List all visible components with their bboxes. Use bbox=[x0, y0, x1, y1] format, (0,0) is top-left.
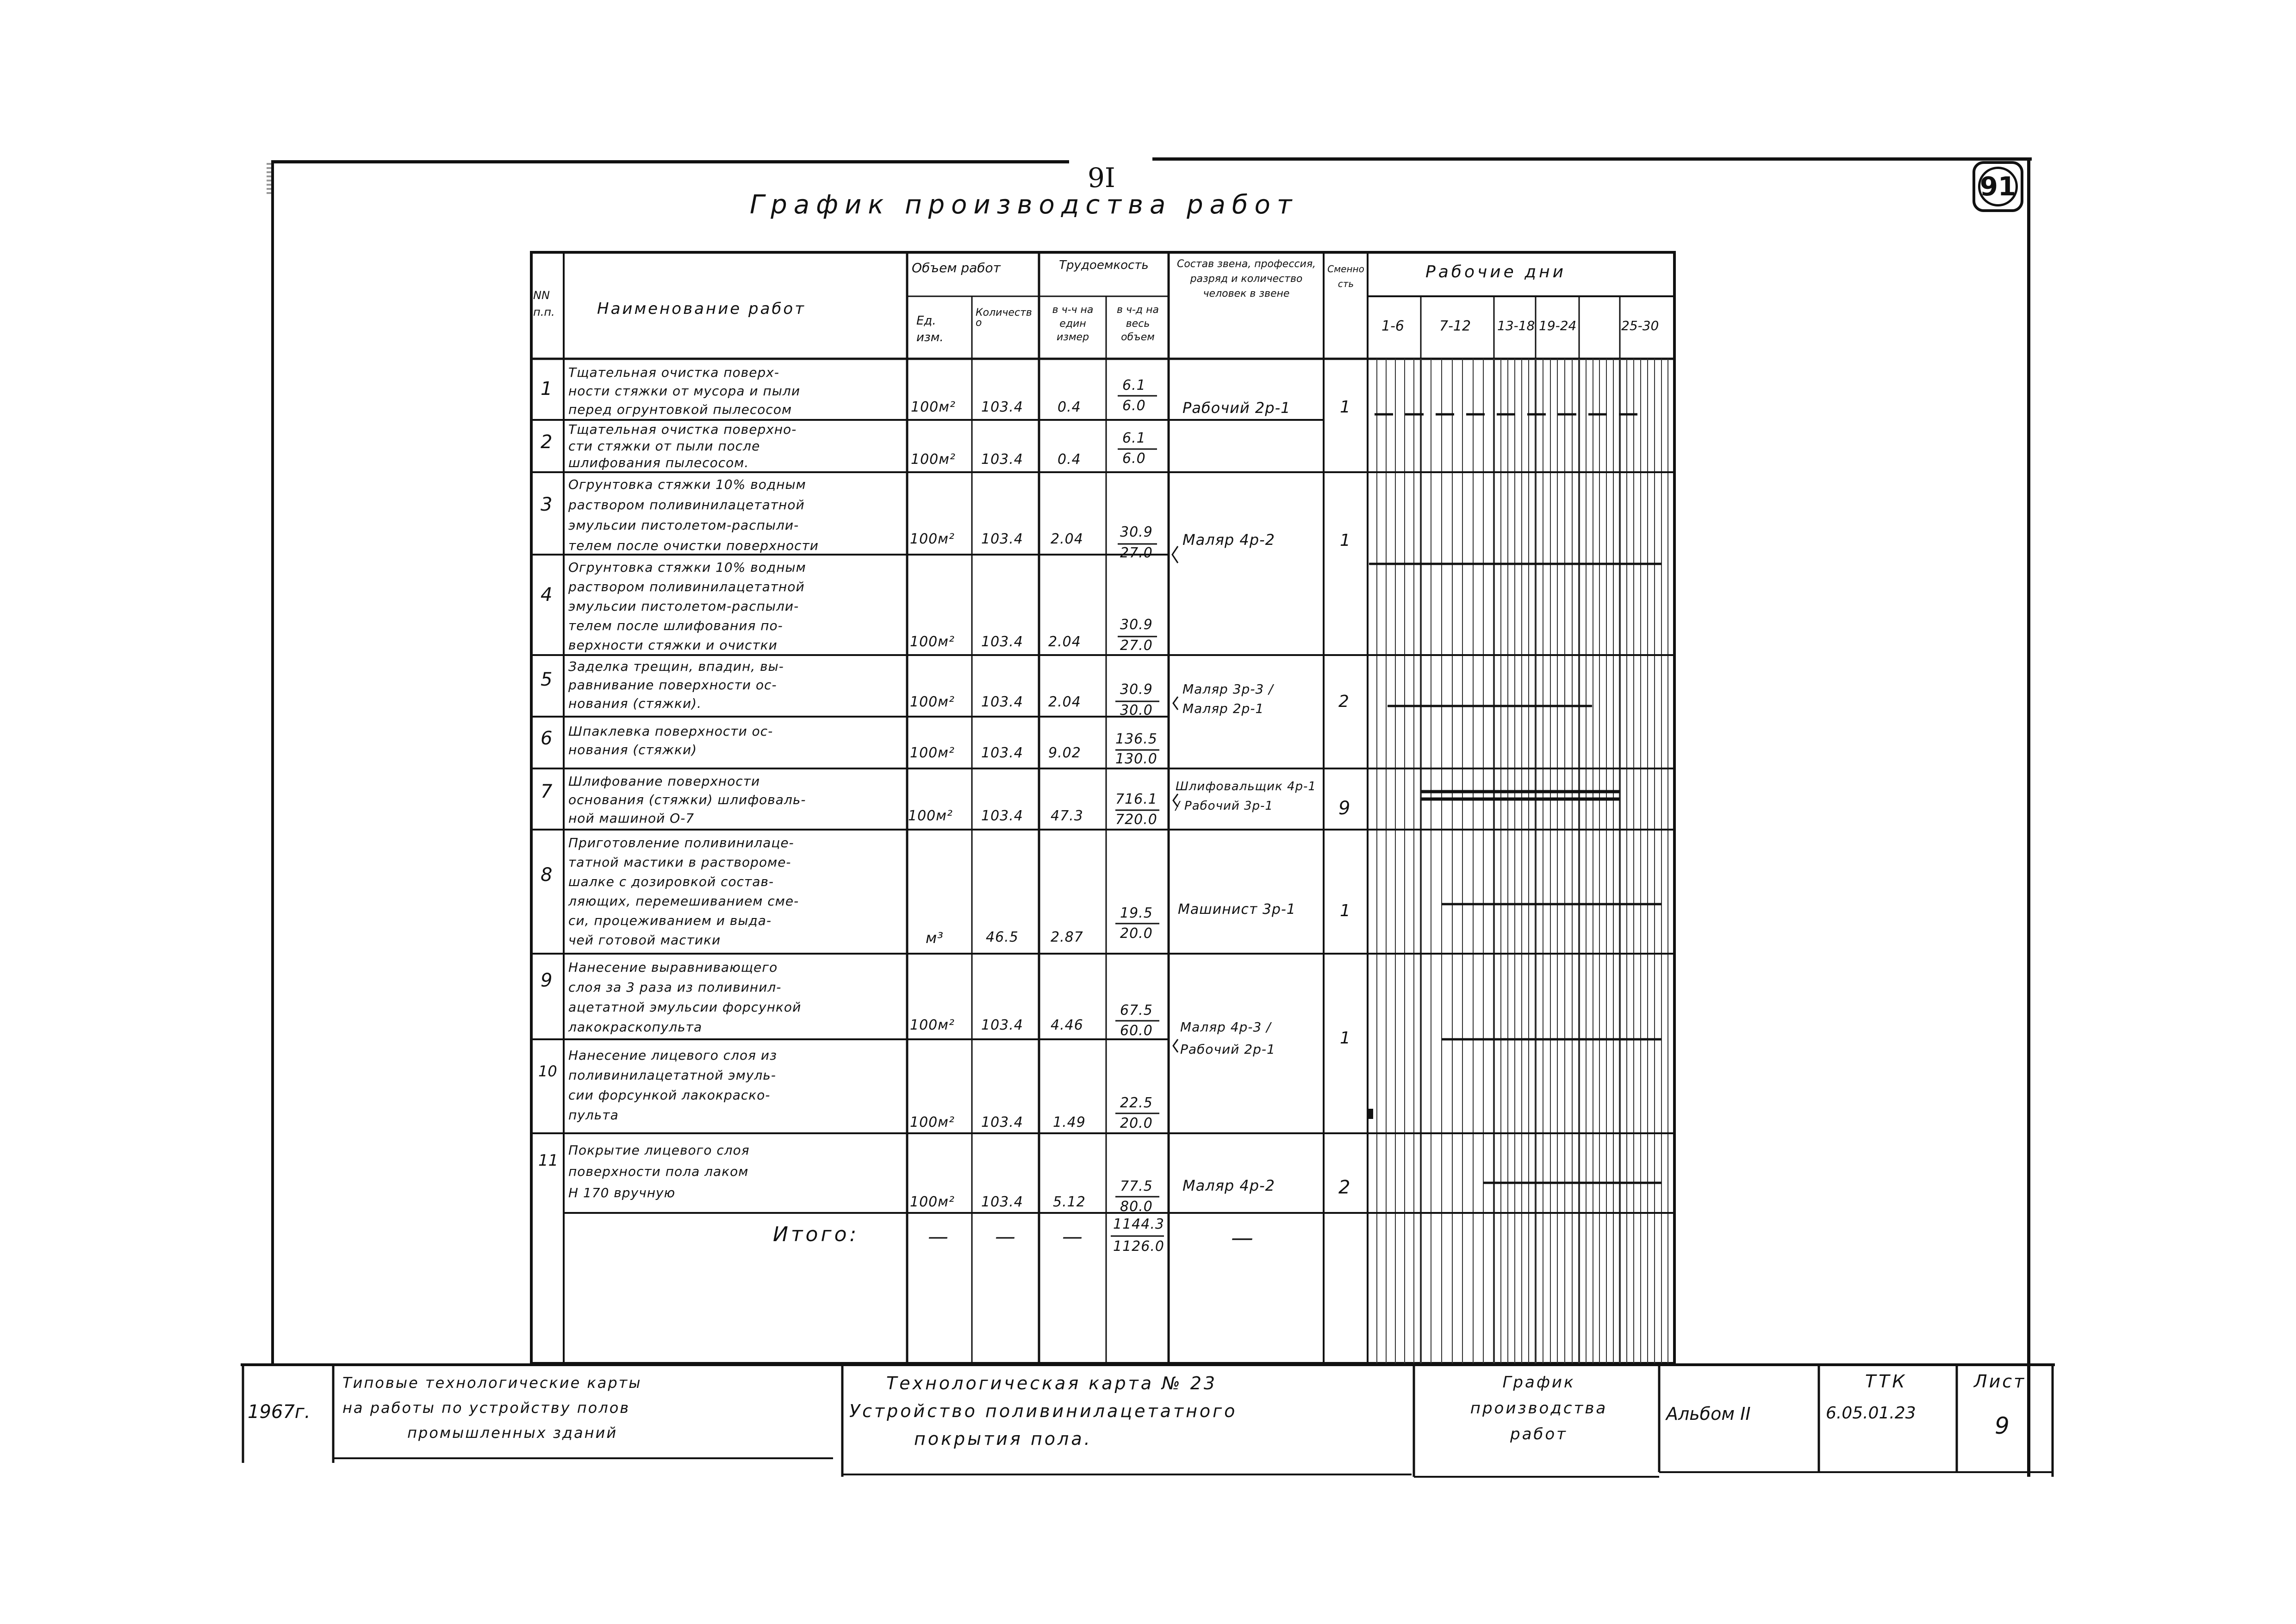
row-qty: 103.4 bbox=[981, 1114, 1023, 1131]
row-name-line: поливинилацетатной эмуль- bbox=[568, 1068, 776, 1083]
row-number: 8 bbox=[541, 864, 553, 886]
row-total-bottom: 20.0 bbox=[1120, 1115, 1153, 1131]
row-crew: Маляр 4р-2 bbox=[1182, 1177, 1275, 1194]
row-name-line: раствором поливинилацетатной bbox=[568, 497, 805, 512]
row-unit: 100м² bbox=[908, 808, 953, 824]
row-total-top: 716.1 bbox=[1115, 791, 1157, 807]
header-day-range-3: 13-18 bbox=[1497, 318, 1535, 333]
row-per-unit: 0.4 bbox=[1058, 451, 1081, 468]
stamp-code: 6.05.01.23 bbox=[1826, 1404, 1916, 1423]
row-name-line: телем после очистки поверхности bbox=[568, 538, 819, 553]
header-per-unit: в ч-ч на един измер bbox=[1052, 304, 1094, 344]
stamp-card-number: Технологическая карта № 23 bbox=[886, 1373, 1218, 1393]
row-total-top: 6.1 bbox=[1122, 377, 1146, 394]
row-crew: Маляр 4р-3 / Рабочий 2р-1 bbox=[1180, 1019, 1276, 1057]
row-name-line: Покрытие лицевого слоя bbox=[568, 1143, 750, 1158]
header-name: Наименование работ bbox=[597, 300, 806, 318]
row-shift: 1 bbox=[1340, 398, 1351, 417]
header-qty: Количество bbox=[976, 307, 1032, 329]
stamp-series-line: промышленных зданий bbox=[407, 1424, 618, 1442]
header-crew: Состав звена, профессия, разряд и количество человек в звене bbox=[1176, 258, 1316, 300]
row-total-bottom: 20.0 bbox=[1120, 925, 1153, 942]
row-total-bottom: 6.0 bbox=[1122, 398, 1146, 414]
header-num: NN п.п. bbox=[533, 289, 555, 319]
row-name-line: ности стяжки от мусора и пыли bbox=[568, 383, 801, 399]
row-number: 3 bbox=[541, 494, 553, 515]
stamp-card-line: покрытия пола. bbox=[914, 1429, 1092, 1449]
row-name-line: шлифования пылесосом. bbox=[568, 455, 749, 470]
row-crew: Маляр 4р-2 bbox=[1182, 531, 1275, 549]
header-day-range-4: 19-24 bbox=[1539, 318, 1577, 333]
stamp-doc-line: График bbox=[1502, 1373, 1575, 1392]
row-name-line: чей готовой мастики bbox=[568, 932, 721, 948]
row-total-top: 22.5 bbox=[1120, 1095, 1153, 1111]
row-name-line: Тщательная очистка поверхно- bbox=[568, 422, 797, 437]
row-number: 11 bbox=[538, 1151, 559, 1170]
header-work-days: Рабочие дни bbox=[1425, 262, 1567, 281]
row-per-unit: 9.02 bbox=[1048, 745, 1081, 761]
row-name-line: Огрунтовка стяжки 10% водным bbox=[568, 477, 806, 492]
page-title: График производства работ bbox=[750, 190, 1299, 220]
row-unit: 100м² bbox=[910, 745, 955, 761]
row-unit: 100м² bbox=[910, 694, 955, 710]
row-qty: 46.5 bbox=[986, 929, 1019, 945]
header-day-range-2: 7-12 bbox=[1439, 318, 1471, 334]
row-number: 4 bbox=[541, 584, 553, 606]
row-name-line: равнивание поверхности ос- bbox=[568, 677, 777, 693]
row-unit: 100м² bbox=[911, 451, 956, 468]
row-name-line: Приготовление поливинилаце- bbox=[568, 835, 794, 850]
row-number: 2 bbox=[541, 431, 553, 453]
stamp-series-line: на работы по устройству полов bbox=[342, 1399, 630, 1417]
row-unit: 100м² bbox=[910, 1114, 955, 1131]
row-name-line: Заделка трещин, впадин, вы- bbox=[568, 659, 784, 674]
stamp-card-line: Устройство поливинилацетатного bbox=[849, 1401, 1238, 1421]
row-name-line: эмульсии пистолетом-распыли- bbox=[568, 599, 799, 614]
total-per-dash: — bbox=[1062, 1225, 1083, 1249]
row-unit: 100м² bbox=[910, 531, 955, 547]
row-qty: 103.4 bbox=[981, 451, 1023, 468]
row-shift: 2 bbox=[1338, 692, 1350, 711]
row-number: 5 bbox=[541, 669, 553, 690]
row-name-line: Шлифование поверхности bbox=[568, 774, 760, 789]
row-total-bottom: 27.0 bbox=[1120, 545, 1153, 561]
row-name-line: верхности стяжки и очистки bbox=[568, 637, 778, 653]
row-number: 7 bbox=[541, 781, 553, 802]
row-shift: 1 bbox=[1340, 531, 1351, 550]
row-name-line: Н 170 вручную bbox=[568, 1185, 676, 1200]
row-total-bottom: 60.0 bbox=[1120, 1023, 1153, 1039]
row-total-top: 30.9 bbox=[1120, 524, 1153, 540]
row-number: 9 bbox=[541, 970, 553, 991]
row-name-line: раствором поливинилацетатной bbox=[568, 579, 805, 594]
stamp-year: 1967г. bbox=[248, 1401, 311, 1423]
row-per-unit: 0.4 bbox=[1058, 399, 1081, 415]
row-per-unit: 5.12 bbox=[1053, 1194, 1086, 1210]
row-number: 6 bbox=[541, 728, 553, 749]
row-total-top: 6.1 bbox=[1122, 430, 1146, 446]
row-per-unit: 1.49 bbox=[1053, 1114, 1086, 1131]
row-total-top: 30.9 bbox=[1120, 617, 1153, 633]
row-qty: 103.4 bbox=[981, 634, 1023, 650]
row-shift: 9 bbox=[1338, 798, 1351, 819]
row-name-line: Огрунтовка стяжки 10% водным bbox=[568, 560, 806, 575]
row-name-line: поверхности пола лаком bbox=[568, 1164, 749, 1179]
row-name-line: сти стяжки от пыли после bbox=[568, 438, 760, 454]
header-labor: Трудоемкость bbox=[1059, 258, 1149, 272]
row-name-line: Нанесение лицевого слоя из bbox=[568, 1048, 778, 1063]
row-qty: 103.4 bbox=[981, 531, 1023, 547]
total-unit-dash: — bbox=[928, 1225, 948, 1249]
row-crew: Машинист 3р-1 bbox=[1178, 901, 1296, 918]
header-shift: Сменность bbox=[1327, 263, 1364, 289]
row-name-line: основания (стяжки) шлифоваль- bbox=[568, 792, 806, 807]
row-number: 1 bbox=[541, 378, 553, 400]
row-name-line: пульта bbox=[568, 1107, 619, 1123]
row-total-bottom: 30.0 bbox=[1120, 702, 1153, 718]
row-unit: м³ bbox=[926, 929, 944, 947]
row-name-line: нования (стяжки). bbox=[568, 696, 702, 711]
total-labor-top: 1144.3 bbox=[1113, 1216, 1164, 1232]
header-volume: Объем работ bbox=[912, 260, 1001, 275]
row-qty: 103.4 bbox=[981, 1194, 1023, 1210]
total-label: Итого: bbox=[773, 1223, 859, 1246]
row-name-line: перед огрунтовкой пылесосом bbox=[568, 402, 792, 417]
row-name-line: Нанесение выравнивающего bbox=[568, 960, 778, 975]
row-name-line: телем после шлифования по- bbox=[568, 618, 783, 633]
row-qty: 103.4 bbox=[981, 694, 1023, 710]
row-name-line: ляющих, перемешиванием сме- bbox=[568, 893, 799, 909]
row-name-line: си, процеживанием и выда- bbox=[568, 913, 772, 928]
stamp-card bbox=[849, 1369, 1237, 1453]
stamp-series-line: Типовые технологические карты bbox=[342, 1374, 642, 1392]
sheet-badge-number: 91 bbox=[1978, 167, 2018, 206]
stamp-sheet: 9 bbox=[1995, 1412, 2010, 1439]
row-name-line: ной машиной О-7 bbox=[568, 811, 695, 826]
row-name-line: Шпаклевка поверхности ос- bbox=[568, 724, 773, 739]
row-per-unit: 47.3 bbox=[1051, 808, 1083, 824]
row-shift: 2 bbox=[1338, 1177, 1351, 1198]
row-total-bottom: 130.0 bbox=[1115, 751, 1157, 767]
row-qty: 103.4 bbox=[981, 1017, 1023, 1033]
stamp-doc-line: производства bbox=[1470, 1399, 1608, 1418]
row-per-unit: 2.04 bbox=[1048, 694, 1081, 710]
stamp-sheet-label: Лист bbox=[1974, 1371, 2026, 1392]
row-name-line: шалке с дозировкой состав- bbox=[568, 874, 774, 889]
total-crew-dash: — bbox=[1231, 1225, 1253, 1251]
stamp-series bbox=[342, 1370, 642, 1445]
row-total-top: 19.5 bbox=[1120, 905, 1153, 921]
row-per-unit: 4.46 bbox=[1051, 1017, 1083, 1033]
row-name-line: Тщательная очистка поверх- bbox=[568, 365, 779, 380]
row-name-line: татной мастики в раствороме- bbox=[568, 855, 791, 870]
row-per-unit: 2.87 bbox=[1051, 929, 1083, 945]
row-name-line: ацетатной эмульсии форсункой bbox=[568, 999, 802, 1015]
row-total-bottom: 27.0 bbox=[1120, 637, 1153, 654]
page-number: 9I bbox=[1088, 162, 1115, 194]
header-unit: Ед. изм. bbox=[916, 314, 944, 345]
row-total-bottom: 80.0 bbox=[1120, 1199, 1153, 1215]
row-qty: 103.4 bbox=[981, 808, 1023, 824]
row-crew: Шлифовальщик 4р-1 / Рабочий 3р-1 bbox=[1176, 780, 1316, 813]
row-total-top: 77.5 bbox=[1120, 1178, 1153, 1194]
header-day-range-5: 25-30 bbox=[1621, 318, 1659, 333]
header-day-range-1: 1-6 bbox=[1381, 318, 1404, 334]
header-total-labor: в ч-д на весь объем bbox=[1117, 304, 1159, 344]
row-name-line: нования (стяжки) bbox=[568, 742, 697, 757]
row-total-top: 136.5 bbox=[1115, 731, 1157, 747]
row-unit: 100м² bbox=[910, 1017, 955, 1033]
row-total-bottom: 6.0 bbox=[1122, 450, 1146, 467]
row-name-line: слоя за 3 раза из поливинил- bbox=[568, 980, 782, 995]
row-qty: 103.4 bbox=[981, 745, 1023, 761]
total-labor-bottom: 1126.0 bbox=[1113, 1238, 1164, 1255]
stamp-album: Альбом II bbox=[1666, 1404, 1751, 1424]
row-shift: 1 bbox=[1340, 901, 1351, 920]
row-crew: Рабочий 2р-1 bbox=[1182, 399, 1291, 417]
row-qty: 103.4 bbox=[981, 399, 1023, 415]
row-per-unit: 2.04 bbox=[1051, 531, 1083, 547]
row-name-line: эмульсии пистолетом-распыли- bbox=[568, 518, 799, 533]
row-per-unit: 2.04 bbox=[1048, 634, 1081, 650]
row-shift: 1 bbox=[1340, 1029, 1351, 1048]
stamp-doc bbox=[1421, 1369, 1657, 1447]
total-qty-dash: — bbox=[995, 1225, 1015, 1249]
row-total-top: 67.5 bbox=[1120, 1002, 1153, 1018]
row-crew: Маляр 3р-3 / Маляр 2р-1 bbox=[1182, 681, 1274, 716]
row-unit: 100м² bbox=[910, 1194, 955, 1210]
row-name-line: сии форсункой лакокраско- bbox=[568, 1087, 771, 1103]
stamp-code-label: ТТК bbox=[1865, 1371, 1908, 1392]
row-total-bottom: 720.0 bbox=[1115, 812, 1157, 828]
row-number: 10 bbox=[538, 1062, 557, 1080]
row-name-line: лакокраскопульта bbox=[568, 1019, 703, 1035]
row-unit: 100м² bbox=[910, 634, 955, 650]
row-unit: 100м² bbox=[911, 399, 956, 415]
stamp-doc-line: работ bbox=[1510, 1425, 1568, 1443]
row-total-top: 30.9 bbox=[1120, 681, 1153, 698]
